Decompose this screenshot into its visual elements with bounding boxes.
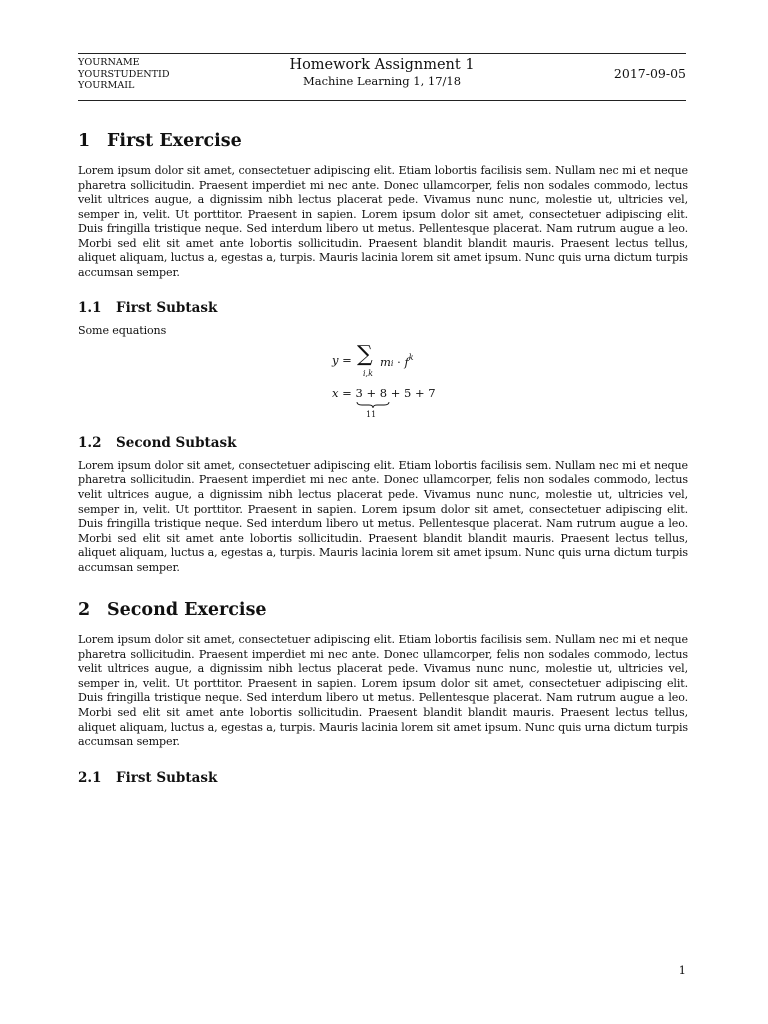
section-paragraph: Lorem ipsum dolor sit amet, consectetuer adipiscing elit. Etiam lobortis facilisis sem. Nullam nec mi et neque pharetra sollicitudin. Praesent imperdiet mi nec ante. Donec ullamcorper, felis non sodales commodo, lectus velit ultrices augue, a dignissim nibh lectus placerat pede. Vivamus nunc nunc, molestie ut, ultricies vel, semper in, velit. Ut porttitor. Praesent in sapien. Lorem ipsum dolor sit amet, consectetuer adipiscing elit. Duis fringilla tristique neque. Sed interdum libero ut metus. Pellentesque placerat. Nam rutrum augue a leo. Morbi sed elit sit amet ante lobortis sollicitudin. Praesent blandit blandit mauris. Praesent lectus tellus, aliquet aliquam, luctus a, egestas a, turpis. Mauris lacinia lorem sit amet ipsum. Nunc quis urna dictum turpis accumsan semper. [78,633,688,749]
student-id: YOURSTUDENTID [78,68,170,80]
subsection-heading: 1.2 Second Subtask [78,434,237,451]
sum-symbol: ∑ [357,341,373,367]
author-info [78,57,170,92]
subsection-paragraph: Lorem ipsum dolor sit amet, consectetuer adipiscing elit. Etiam lobortis facilisis sem. Nullam nec mi et neque pharetra sollicitudin. Praesent imperdiet mi nec ante. Donec ullamcorper, felis non sodales commodo, lectus velit ultrices augue, a dignissim nibh lectus placerat pede. Vivamus nunc nunc, molestie ut, ultricies vel, semper in, velit. Ut porttitor. Praesent in sapien. Lorem ipsum dolor sit amet, consectetuer adipiscing elit. Duis fringilla tristique neque. Sed interdum libero ut metus. Pellentesque placerat. Nam rutrum augue a leo. Morbi sed elit sit amet ante lobortis sollicitudin. Praesent blandit blandit mauris. Praesent lectus tellus, aliquet aliquam, luctus a, egestas a, turpis. Mauris lacinia lorem sit amet ipsum. Nunc quis urna dictum turpis accumsan semper. [78,458,688,574]
equation-block [78,341,688,433]
author-name: YOURNAME [78,57,140,68]
subsection-paragraph: Some equations [78,324,167,338]
equation-sum-numbers: x = 3 + 8 + 5 + 7 [332,385,436,400]
section-heading: 2 Second Exercise [78,600,267,621]
document-body [78,128,688,794]
subsection-heading: 2.1 First Subtask [78,769,218,786]
underbrace [356,401,390,409]
section-paragraph: Lorem ipsum dolor sit amet, consectetuer adipiscing elit. Etiam lobortis facilisis sem. Nullam nec mi et neque pharetra sollicitudin. Praesent imperdiet mi nec ante. Donec ullamcorper, felis non sodales commodo, lectus velit ultrices augue, a dignissim nibh lectus placerat pede. Vivamus nunc nunc, molestie ut, ultricies vel, semper in, velit. Ut porttitor. Praesent in sapien. Lorem ipsum dolor sit amet, consectetuer adipiscing elit. Duis fringilla tristique neque. Sed interdum libero ut metus. Pellentesque placerat. Nam rutrum augue a leo. Morbi sed elit sit amet ante lobortis sollicitudin. Praesent blandit blandit mauris. Praesent lectus tellus, aliquet aliquam, luctus a, egestas a, turpis. Mauris lacinia lorem sit amet ipsum. Nunc quis urna dictum turpis accumsan semper. [78,164,688,279]
header-title-block [230,56,534,88]
assignment-date: 2017-09-05 [613,66,686,81]
author-mail: YOURMAIL [78,80,135,91]
header-bottom-rule [78,100,686,101]
assignment-title: Homework Assignment 1 [289,57,475,73]
sum-term: mi · $f^k$ [380,352,414,369]
sum-index: i,k [363,368,373,378]
header-top-rule [78,53,686,54]
course-name: Machine Learning 1, 17/18 [302,74,462,88]
underbrace-label: 11 [366,409,377,419]
subsection-heading: 1.1 First Subtask [78,300,218,317]
page-number: 1 [678,963,686,977]
section-heading: 1 First Exercise [78,131,242,151]
equation-sum: y = [332,352,352,367]
